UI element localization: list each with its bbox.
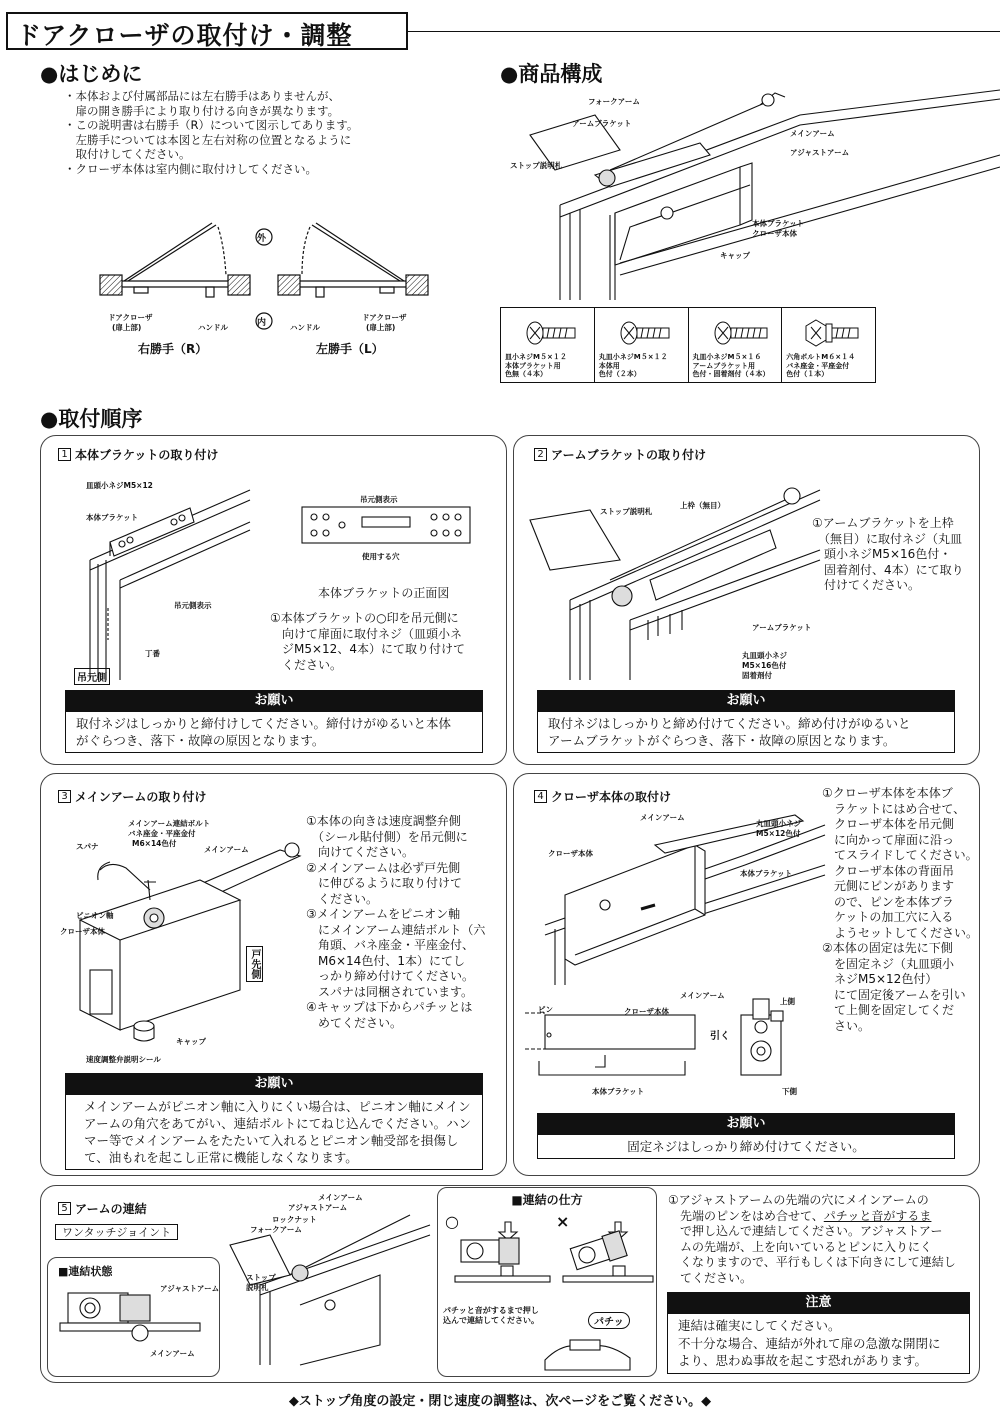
step5-label-stop-tag2: 説明札 [246,1283,269,1292]
step2-title: アームブラケットの取り付け [551,448,707,462]
instruction-line: に向かって扉面に沿っ [822,832,955,847]
step2-label-screw: 丸皿頭小ネジ [742,651,787,660]
push-note-line: パチッと音がするまで押し [443,1306,539,1315]
step5-label-main-arm: メインアーム [150,1349,195,1358]
step1-label-used-holes: 使用する穴 [362,552,400,561]
instruction-line: て上側を固定してくだ [822,1003,955,1017]
howto-ok-illustration [455,1218,550,1298]
step2-label-frame: 上枠（無目） [680,501,725,510]
instruction-line: てスライドしてください。 [822,848,978,862]
instruction-line: に伸びるように取り付けて [306,876,463,890]
instruction-text: 先端のピンをはめ合せて、 [668,1208,824,1223]
connected-state-heading: ■連結状態 [58,1265,113,1278]
part-line: 本体ブラケット用 [505,361,561,370]
step1-header [58,446,218,463]
step4-label-body2: クローザ本体 [624,1007,669,1016]
step1-hinge-side: 吊元側 [74,668,110,685]
step4-label-body: クローザ本体 [548,849,593,858]
instruction-line: ①アジャストアームの先端の穴にメインアームの [668,1193,929,1207]
step4-header [534,788,671,805]
request-heading: お願い [65,1073,483,1095]
intro-text [64,89,358,176]
intro-heading: ●はじめに [40,62,143,86]
caution-heading: 注意 [667,1292,970,1314]
step4-label-main-arm: メインアーム [640,813,685,822]
footer-note: ◆ストップ角度の設定・閉じ速度の調整は、次ページをご覧ください。◆ [288,1394,712,1409]
instruction-line: 付けてください。 [812,578,921,592]
step5-label-stop-tag: ストップ [246,1273,276,1282]
step3-number: 3 [58,790,71,803]
step5-header [58,1200,147,1217]
step1-label-hinge: 丁番 [145,649,160,658]
instruction-line: ジM5×12、4本）にて取り付けて [270,642,465,656]
step4-label-bracket2: 本体ブラケット [592,1087,645,1096]
part-hex-bolt [782,308,875,382]
intro-line: ・本体および付属部品には左右勝手はありませんが、 [64,89,340,103]
part-line: 本体用 [598,361,620,370]
flat-screw-icon [523,320,583,346]
push-note [443,1306,539,1326]
step1-label-hinge-mark2: 吊元側表示 [360,495,398,504]
step5-title: アームの連結 [75,1202,147,1216]
step3-label-bolt: メインアーム連結ボルト [128,819,211,828]
step4-label-bracket: 本体ブラケット [740,869,793,878]
instruction-line: ④キャップは下からパチッとは [306,1000,473,1014]
closer-sub-r: (扉上部) [112,323,142,332]
instruction-line-underlined [668,1209,973,1225]
instruction-line: ネジM5×12色付） [822,972,938,986]
round-screw-icon [711,320,771,346]
bracket-front-view [302,505,470,545]
step2-label-stop-tag: ストップ説明札 [600,507,653,516]
instruction-line: （無目）に取付ネジ（丸皿 [812,531,963,546]
request-heading: お願い [65,690,483,712]
step4-label-pull: 引く [710,1031,730,1042]
request-line: アームの角穴をあてがい、連結ボルトにてねじ込んでください。ハン [84,1116,472,1131]
step3-label-valve-seal: 速度調整弁説明シール [86,1055,161,1064]
step4-instruction [822,786,978,1034]
step4-label-bottom: 下側 [782,1087,797,1096]
step4-label-pin: ピン [538,1005,553,1014]
part-line: 色無（４本） [505,370,547,378]
label-stop-tag: ストップ説明札 [510,161,563,170]
caution-line: より、思わぬ事故を起こす恐れがあります。 [678,1353,928,1368]
step5-label-adjust-arm2: アジャストアーム [288,1203,348,1212]
step2-instruction [812,516,964,594]
right-hand-label: 右勝手（R） [138,342,208,356]
step1-request [65,690,483,753]
intro-line: 取付けしてください。 [64,147,191,161]
handle-label-l: ハンドル [290,323,320,332]
closer-label-l: ドアクローザ [362,313,407,322]
intro-line: ・クローザ本体は室内側に取付けしてください。 [64,161,317,176]
instruction-line: クローザ本体の背面吊 [822,863,955,878]
step4-title: クローザ本体の取付け [551,790,672,804]
round-screw-icon [617,320,677,346]
request-line: がぐらつき、落下・故障の原因となります。 [76,733,325,748]
parts-table [500,307,876,383]
part-line: 色付（１本） [786,370,829,378]
step3-header [58,788,206,805]
instruction-underline-text: パチッと音がするま [823,1208,932,1223]
label-main-arm: メインアーム [790,129,835,138]
label-body-bracket: 本体ブラケット [752,219,805,228]
step2-label-screw3: 固着剤付 [742,671,772,680]
step3-label-spanner: スパナ [76,842,99,851]
instruction-line: っかり締め付けてください。 [306,969,475,983]
step5-instruction [668,1193,973,1286]
components-heading: ●商品構成 [500,62,603,86]
step4-label-top: 上側 [780,997,795,1006]
step3-instruction [306,814,485,1031]
request-line: 取付ネジはしっかりと締め付けてください。締め付けがゆるいと [548,716,911,731]
step3-label-bolt3: M6×14色付 [132,839,177,848]
procedure-heading: ●取付順序 [40,407,143,431]
part-round-screw-16 [689,308,783,382]
closer-label-r: ドアクローザ [108,313,153,322]
instruction-line: （シール貼付側）を吊元側に [306,829,468,844]
instruction-line: ②本体の固定は先に下側 [822,941,953,955]
instruction-line: ①アームブラケットを上枠 [812,516,954,530]
howto-ng-illustration [563,1218,653,1298]
hand-pressing-illustration [535,1320,645,1372]
request-line: 固定ネジはしっかり締め付けてください。 [627,1139,865,1154]
label-closer-body: クローザ本体 [752,229,797,238]
step5-label-fork-arm: フォークアーム [250,1225,302,1234]
instruction-line: ください。 [306,891,379,906]
ok-mark: ○ [445,1212,459,1231]
step3-illustration [70,820,310,1070]
instruction-line: M6×14色付、1本）にてし [306,953,465,968]
step5-caution [667,1292,970,1374]
instruction-line: ので、ピンを本体ブラ [822,894,954,909]
step2-label-arm-bracket: アームブラケット [752,623,812,632]
hex-bolt-icon [804,318,864,348]
part-line: アームブラケット用 [692,361,755,370]
step4-label-screw2: M5×12色付 [756,829,801,838]
instruction-line: ①本体ブラケットの○印を吊元側に [270,611,459,625]
instruction-line: ②メインアームは必ず戸先側 [306,860,461,875]
push-note-line: 込んで連結してください。 [443,1316,539,1325]
step4-label-main-arm2: メインアーム [680,991,725,1000]
caution-line: 不十分な場合、連結が外れて扉の急激な開閉に [678,1335,941,1351]
instruction-line: 頭小ネジM5×16色付・ [812,547,952,561]
instruction-line: ください。 [270,657,343,672]
instruction-line: ケットの加工穴に入る [822,910,954,924]
instruction-line: にて固定後アームを引い [822,987,966,1002]
step4-label-screw: 丸皿頭小ネジ [756,819,801,828]
step1-front-view-caption: 本体ブラケットの正面図 [318,586,450,600]
part-line: 色付（２本） [598,370,641,378]
intro-line: 扉の開き勝手により取り付ける向きが異なります。 [64,103,340,118]
step3-door-side-label: 戸先側 [246,946,263,982]
step1-illustration [70,470,250,680]
request-body [65,1095,483,1170]
step4-side-diagram [525,1005,705,1095]
handle-label-r: ハンドル [198,323,228,332]
instruction-line: ようセットしてください。 [822,925,979,940]
part-flat-screw [501,308,595,382]
request-line: 取付ネジはしっかりと締付けしてください。締付けがゆるいと本体 [76,716,452,731]
caution-body [667,1314,970,1374]
inside-label: 内 [257,318,267,328]
request-line: アームブラケットがぐらつき、落下・故障の原因となります。 [548,733,896,748]
instruction-line: ③メインアームをピニオン軸 [306,907,461,921]
outside-label: 外 [257,234,267,244]
instruction-line: めてください。 [306,1015,403,1030]
request-line: マー等でメインアームをたたいて入れるとピニオン軸受部を損傷し [84,1133,459,1148]
step1-label-screw: 皿頭小ネジM5×12 [86,481,153,490]
step2-number: 2 [534,448,547,461]
instruction-line: クローザ本体を吊元側 [822,817,955,831]
part-line: 皿小ネジM５×１２ [505,353,567,361]
part-line: 丸皿小ネジM５×１２ [598,353,668,361]
intro-line: ・この説明書は右勝手（R）について図示してあります。 [64,118,359,132]
step2-label-screw2: M5×16色付 [742,661,787,670]
one-touch-joint-label: ワンタッチジョイント [55,1224,178,1240]
instruction-line: ①本体の向きは速度調整弁側 [306,814,461,828]
label-cap: キャップ [720,251,750,260]
instruction-line: くなりますので、平行もしくは下向きにして連結し [668,1255,956,1269]
instruction-line: さい。 [822,1018,871,1033]
instruction-line: 元側にピンがあります [822,879,955,893]
caution-line: 連結は確実にしてください。 [678,1318,841,1333]
step4-fix-diagram [735,995,795,1090]
instruction-line: 向けてください。 [306,845,415,859]
request-line: メインアームがピニオン軸に入りにくい場合は、ピニオン軸にメイン [84,1099,471,1114]
page-title: ドアクローザの取付け・調整 [6,12,408,50]
step1-label-bracket: 本体ブラケット [86,513,139,522]
step1-instruction [270,611,465,673]
instruction-line: にメインアーム連結ボルト（六 [306,922,486,937]
part-line: バネ座金・平座金付 [786,361,850,370]
label-adjust-arm: アジャストアーム [790,148,850,157]
step4-request [537,1113,955,1159]
step1-number: 1 [58,448,71,461]
step5-label-adjust-arm: アジャストアーム [160,1284,220,1293]
step2-header [534,446,706,463]
instruction-line: で押し込んで連結してください。アジャストアー [668,1224,943,1238]
step1-label-hinge-mark: 吊元側表示 [174,601,212,610]
step4-number: 4 [534,790,547,803]
closer-sub-l: (扉上部) [366,323,396,332]
step3-label-body: クローザ本体 [60,927,105,936]
instruction-line: 向けて扉面に取付ネジ（皿頭小ネ [270,626,463,641]
request-body [65,712,483,753]
step3-label-main-arm: メインアーム [204,845,249,854]
intro-line: 左勝手については本図と左右対称の位置となるように [64,132,352,147]
part-line: 色付・固着剤付（４本） [692,370,770,378]
part-round-screw-12 [595,308,689,382]
step3-label-bolt2: バネ座金・平座金付 [128,829,196,838]
instruction-line: 固着剤付、4本）にて取り [812,562,964,577]
request-heading: お願い [537,1113,955,1135]
request-line: て、油もれを起こし正常に機能しなくなります。 [84,1150,358,1165]
label-arm-bracket: アームブラケット [572,119,632,128]
step5-label-locknut: ロックナット [272,1215,317,1224]
instruction-line: ムの先端が、上を向いているとピンに入りにく [668,1239,933,1254]
step1-title: 本体ブラケットの取り付け [75,448,219,462]
step5-number: 5 [58,1202,71,1215]
step3-label-pinion: ピニオン軸 [76,911,114,920]
click-bubble: パチッ [588,1312,630,1329]
howto-heading: ■連結の仕方 [511,1193,583,1207]
request-heading: お願い [537,690,955,712]
part-line: 丸皿小ネジM５×１６ [692,353,762,361]
step5-label-main-arm2: メインアーム [318,1193,363,1202]
instruction-line: ①クローザ本体を本体ブ [822,786,953,800]
request-body [537,712,955,753]
left-hand-label: 左勝手（L） [316,342,384,356]
step3-label-cap: キャップ [176,1037,206,1046]
step3-request [65,1073,483,1170]
step3-title: メインアームの取り付け [75,790,207,804]
instruction-line: ラケットにはめ合せて、 [822,801,966,816]
title-rule [408,31,1000,32]
instruction-line: 角頭、バネ座金・平座金付、 [306,938,475,952]
step2-request [537,690,955,753]
ng-mark: × [556,1212,570,1231]
instruction-line: を固定ネジ（丸皿頭小 [822,956,955,971]
step2-illustration [530,470,820,680]
instruction-line: てください。 [668,1270,753,1285]
instruction-line: スパナは同梱されています。 [306,984,474,999]
label-fork-arm: フォークアーム [588,97,640,106]
part-line: 六角ボルトM６×１４ [786,353,856,361]
request-body [537,1135,955,1159]
